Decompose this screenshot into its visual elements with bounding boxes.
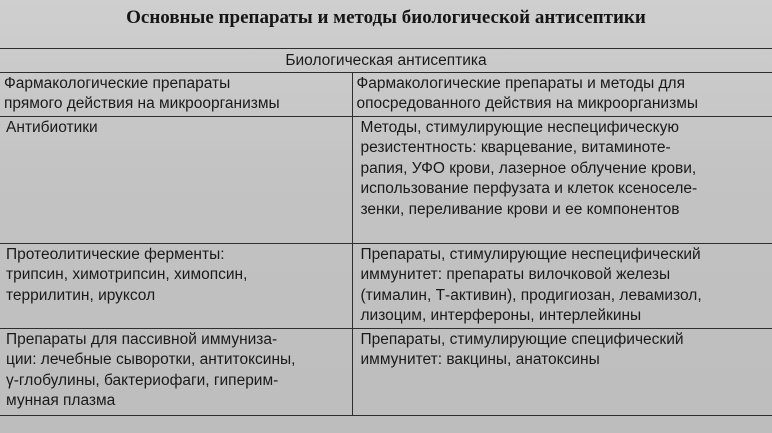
cell-text: Антибиотики — [6, 118, 98, 136]
table-row — [0, 243, 772, 328]
table-cell-indirect — [352, 116, 772, 243]
cell-text: Препараты для пассивной иммуниза- ции: лечебные сыворотки, антитоксины, γ-глобулины, бактериофаги, гиперим- мунная плазма — [6, 330, 296, 409]
antiseptic-table — [0, 48, 772, 416]
table-cell-direct — [0, 243, 352, 328]
cell-text: Препараты, стимулирующие специфический иммунитет: вакцины, анатоксины — [360, 330, 684, 368]
table-cell-direct — [0, 328, 352, 415]
table-title: Биологическая антисептика — [0, 49, 772, 73]
table-row — [0, 116, 772, 243]
column-header-direct — [0, 72, 352, 116]
page-heading: Основные препараты и методы биологической антисептики — [126, 7, 646, 28]
table-title-row — [0, 49, 772, 73]
cell-text: Препараты, стимулирующие неспецифический иммунитет: препараты вилочковой железы (тималин, Т-активин), продигиозан, левамизол, лизоцим, интерфероны, интерлейкины — [360, 245, 702, 324]
cell-text: Методы, стимулирующие неспецифическую резистентность: кварцевание, витаминоте- рапия, УФО крови, лазерное облучение крови, использование перфузата и клеток ксеноселе- зенки, переливание крови и ее компонентов — [360, 118, 698, 218]
cell-text: Протеолитические ферменты: трипсин, химотрипсин, химопсин, террилитин, ируксол — [6, 245, 248, 304]
table-cell-direct — [0, 116, 352, 243]
column-header-indirect — [352, 72, 772, 116]
table-row — [0, 328, 772, 415]
column-header-indirect-text: Фармакологические препараты и методы для опосредованного действия на микроорганизмы — [356, 74, 698, 112]
table-cell-indirect — [352, 328, 772, 415]
table-header-row — [0, 72, 772, 116]
table-cell-indirect — [352, 243, 772, 328]
column-header-direct-text: Фармакологические препараты прямого действия на микроорганизмы — [4, 74, 280, 112]
